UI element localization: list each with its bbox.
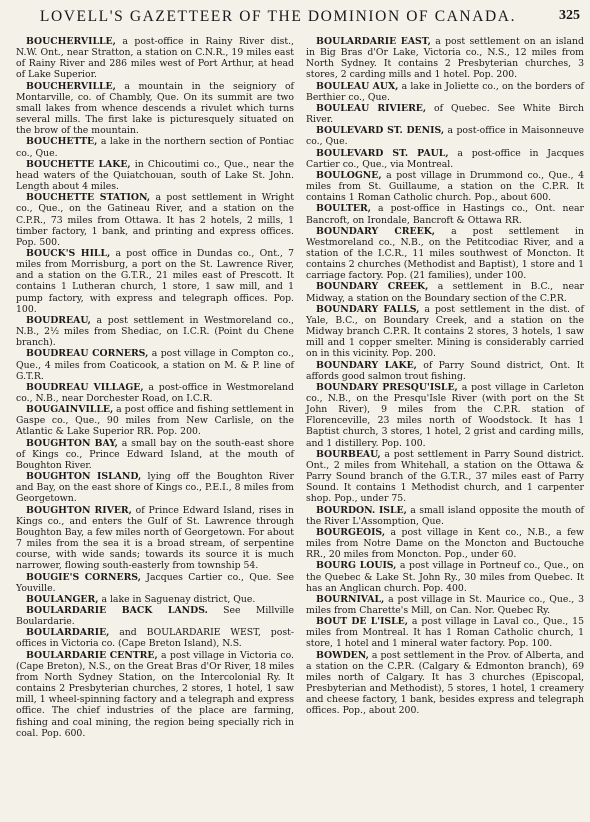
entry-text: of Prince Edward Island, rises in Kings co., and enters the Gulf of St. Lawrence through Boughton Bay, a few miles north of Georgetown. For about 7 miles from the sea it is a broad stream, of serpentine course, with wide sands; towards its source it is much narrower, flowing south-easterly from township 54. [16, 504, 294, 572]
entry-text: a post office and fishing settlement in Gaspe co., Que., 90 miles from New Carlisle, on the Atlantic & Lake Superior RR. Pop. 200. [16, 404, 294, 438]
entry-headword: BOUGHTON BAY, [26, 437, 118, 449]
gazetteer-entry [306, 650, 584, 717]
entry-headword: BOUNDARY CREEK, [316, 225, 436, 237]
entry-headword: BOUCK'S HILL, [26, 247, 111, 259]
entry-text: and BOULARDARIE WEST, post-offices in Victoria co. (Cape Breton Island), N.S. [16, 627, 294, 650]
entry-headword: BOUNDARY LAKE, [316, 359, 417, 371]
gazetteer-entry [306, 36, 584, 81]
entry-text: a post village in Drummond co., Que., 4 miles from St. Guillaume, a station on the C.P.R. It contains 1 Roman Catholic church. Pop., about 600. [306, 169, 584, 204]
left-column [16, 36, 294, 739]
gazetteer-entry [306, 594, 584, 616]
running-title: LOVELL'S GAZETTEER OF THE DOMINION OF CANADA. [39, 8, 517, 25]
entry-text: a settlement in B.C., near Midway, a station on the Boundary section of the C.P.R. [306, 281, 584, 304]
gazetteer-entry [306, 360, 584, 382]
entry-headword: BOULTER, [316, 203, 371, 215]
entry-text: of Parry Sound district, Ont. It affords good salmon trout fishing. [306, 359, 584, 382]
gazetteer-entry [16, 505, 294, 572]
entry-headword: BOULARDARIE BACK LANDS. [26, 604, 208, 616]
entry-headword: BOURNIVAL, [316, 593, 385, 605]
gazetteer-entry [16, 382, 294, 404]
entry-text: a post settlement on an island in Big Bras d'Or Lake, Victoria co., N.S., 12 miles from North Sydney. It contains 2 Presbyterian churches, 3 stores, 2 carding mills and 1 hotel. Pop. 200. [306, 36, 584, 81]
entry-text: a post village in Victoria co. (Cape Breton), N.S., on the Great Bras d'Or River, 18 miles from North Sydney Station, on the Intercolonial Ry. It contains 2 Presbyterian churches, 2 stores, 1 hotel, 1 saw mill, 1 wheel-spinning factory and a telegraph and express office. The chief industries of the place are farming, fishing and coal mining, the region being specially rich in coal. Pop. 600. [16, 649, 295, 739]
entry-text: a post-office in Hastings co., Ont. near Bancroft, on Irondale, Bancroft & Ottawa RR. [306, 203, 584, 226]
entry-text: a post-office in Maisonneuve co., Que. [306, 125, 584, 148]
entry-headword: BOUCHERVILLE, [26, 80, 116, 92]
gazetteer-entry [306, 226, 584, 282]
entry-text: a post office in Dundas co., Ont., 7 miles from Morrisburg, a port on the St. Lawrence River, and a station on the G.T.R., 21 miles east of Prescott. It contains 1 Lutheran church, 1 store, 1 saw mill, and 1 pump factory, with express and telegraph offices. Pop. 100. [16, 247, 294, 315]
entry-text: a lake in the northern section of Pontiac co., Que. [16, 136, 294, 159]
gazetteer-entry [306, 382, 584, 449]
entry-headword: BOUDREAU CORNERS, [26, 348, 149, 360]
entry-text: a small island opposite the mouth of the River L'Assomption, Que. [306, 504, 584, 527]
entry-headword: BOULOGNE, [316, 169, 382, 181]
gazetteer-entry [306, 281, 584, 303]
entry-text: a post village in Laval co., Que., 15 miles from Montreal. It has 1 Roman Catholic church, 1 store, 1 hotel and 1 mineral water factory. Pop. 100. [306, 616, 584, 650]
entry-headword: BOURDON. ISLE, [316, 504, 407, 516]
entry-text: a post-office in Westmoreland co., N.B., near Dorchester Road, on I.C.R. [16, 381, 295, 404]
gazetteer-entry [306, 527, 584, 560]
entry-headword: BOUGAINVILLE, [26, 404, 114, 416]
entry-text: See Millville Boulardarie. [16, 604, 294, 628]
gazetteer-entry [16, 159, 294, 192]
gazetteer-entry [16, 348, 294, 381]
entry-text: a post settlement in Westmoreland co., N.B., 2½ miles from Shediac, on I.C.R. (Point du Chene branch). [16, 314, 294, 349]
entry-headword: BOUNDARY PRESQU'ISLE, [316, 381, 458, 393]
gazetteer-entry [16, 605, 294, 627]
gazetteer-entry [16, 36, 294, 81]
gazetteer-entry [16, 192, 294, 248]
entry-text: lying off the Boughton River and Bay, on the east shore of Kings co., P.E.I., 8 miles from Georgetown. [16, 471, 294, 505]
entry-text: a small bay on the south-east shore of Kings co., Prince Edward Island, at the mouth of Boughton River. [16, 437, 295, 471]
entry-text: a mountain in the seigniory of Montarville, co. of Chambly, Que. On its summit are two small lakes from whence descends a rivulet which turns several mills. The first lake is picturesquely situated on the brow of the mountain. [16, 80, 294, 137]
gazetteer-entry [16, 572, 294, 594]
gazetteer-entry [16, 594, 294, 605]
entry-headword: BOUCHETTE STATION, [26, 192, 151, 204]
gazetteer-entry [16, 315, 294, 348]
entry-headword: BOULARDARIE CENTRE, [26, 649, 158, 661]
entry-headword: BOUDREAU, [26, 314, 91, 326]
entry-headword: BOUNDARY CREEK, [316, 281, 429, 293]
entry-headword: BOUNDARY FALLS, [316, 303, 420, 315]
entry-headword: BOWDEN, [316, 649, 369, 661]
gazetteer-entry [16, 81, 294, 137]
entry-text: a post settlement in Wright co., Que., on the Gatineau River, and a station on the C.P.R., 73 miles from Ottawa. It has 2 hotels, 2 mills, 1 timber factory, 1 bank, and printing and express offices. Pop. 500. [16, 192, 295, 248]
gazetteer-entry [306, 170, 584, 203]
gazetteer-entry [306, 203, 584, 225]
entry-text: Jacques Cartier co., Que. See Youville. [16, 571, 294, 594]
gazetteer-entry [306, 560, 584, 593]
entry-text: a post settlement in Parry Sound district. Ont., 2 miles from Whitehall, a station on the Ottawa & Parry Sound branch of the G.T.R., 37 miles east of Parry Sound. It contains 1 Methodist church, and 1 carpenter shop. Pop., under 75. [306, 448, 584, 505]
entry-headword: BOULEVARD ST. DENIS, [316, 125, 445, 137]
entry-text: a post village in St. Maurice co., Que., 3 miles from Charette's Mill, on Can. Nor. Quebec Ry. [306, 593, 584, 616]
gazetteer-entry [16, 248, 294, 315]
entry-headword: BOUCHETTE LAKE, [26, 158, 131, 170]
gazetteer-entry [16, 136, 294, 158]
gazetteer-entry [306, 304, 584, 360]
entry-headword: BOURGEOIS, [316, 526, 386, 538]
entry-text: of Quebec. See White Birch River. [306, 102, 584, 126]
entry-text: a post-office in Rainy River dist., N.W. Ont., near Stratton, a station on C.N.R., 19 miles east of Rainy River and 286 miles west of Port Arthur, at head of Lake Superior. [16, 36, 294, 81]
entry-headword: BOULEAU RIVIERE, [316, 102, 427, 114]
entry-text: a post-office in Jacques Cartier co., Que., via Montreal. [306, 147, 584, 170]
entry-headword: BOUGHTON RIVER, [26, 504, 132, 516]
gazetteer-entry [306, 148, 584, 170]
gazetteer-entry [16, 650, 294, 739]
entry-text: a post settlement in the Prov. of Alberta, and a station on the C.P.R. (Calgary & Edmonton branch), 69 miles north of Calgary. It has 3 churches (Episcopal, Presbyterian and Methodist), 5 stores, 1 hotel, 1 creamery and cheese factory, 1 bank, besides express and telegraph offices. Pop., about 200. [306, 649, 584, 717]
entry-text: a post village in Portneuf co., Que., on the Quebec & Lake St. John Ry., 30 miles from Quebec. It has an Anglican church. Pop. 400. [306, 560, 584, 594]
gazetteer-entry [306, 449, 584, 505]
page-number: 325 [559, 8, 580, 23]
entry-headword: BOULARDARIE EAST, [316, 36, 431, 47]
gazetteer-entry [306, 505, 584, 527]
entry-text: a post village in Compton co., Que., 4 miles from Coaticook, a station on M. & P. line of G.T.R. [16, 348, 294, 382]
entry-headword: BOUCHERVILLE, [26, 36, 116, 47]
entry-headword: BOUDREAU VILLAGE, [26, 381, 144, 393]
entry-headword: BOUCHETTE, [26, 136, 98, 148]
entry-text: a post village in Kent co., N.B., a few miles from Notre Dame on the Moncton and Buctouche RR., 20 miles from Moncton. Pop., under 60. [306, 526, 584, 561]
gazetteer-entry [306, 125, 584, 147]
right-column [306, 36, 584, 717]
entry-headword: BOULEAU AUX, [316, 80, 399, 92]
gazetteer-entry [16, 438, 294, 471]
entry-headword: BOUT DE L'ISLE, [316, 616, 409, 628]
entry-text: a post village in Carleton co., N.B., on the Presqu'Isle River (with port on the St John River), 9 miles from the C.P.R. station of Florenceville, 23 miles north of Woodstock. It has 1 Baptist church, 3 stores, 1 hotel, 2 grist and carding mills, and 1 distillery. Pop. 100. [306, 381, 584, 449]
entry-headword: BOUGHTON ISLAND, [26, 471, 142, 483]
entry-headword: BOURG LOUIS, [316, 560, 397, 572]
gazetteer-entry [16, 627, 294, 649]
entry-text: in Chicoutimi co., Que., near the head waters of the Quiatchouan, south of Lake St. John. Length about 4 miles. [16, 158, 294, 193]
page-header [16, 8, 580, 28]
entry-text: a post settlement in Westmoreland co., N.B., on the Petitcodiac River, and a station of the I.C.R., 11 miles southwest of Moncton. It contains 2 churches (Methodist and Baptist), 1 store and 1 carriage factory. Pop. (21 families), under 100. [306, 225, 584, 282]
gazetteer-entry [306, 616, 584, 649]
entry-headword: BOURBEAU, [316, 448, 381, 460]
gazetteer-entry [16, 471, 294, 504]
entry-headword: BOULARDARIE, [26, 627, 110, 639]
entry-headword: BOULANGER, [26, 593, 99, 605]
gazetteer-entry [306, 81, 584, 103]
entry-text: a lake in Joliette co., on the borders of Berthier co., Que. [306, 80, 584, 103]
entry-headword: BOULEVARD ST. PAUL, [316, 147, 449, 159]
gazetteer-entry [16, 404, 294, 437]
entry-text: a lake in Saguenay district, Que. [98, 593, 256, 605]
entry-text: a post settlement in the dist. of Yale, B.C., on Boundary Creek, and a station on the Midway branch C.P.R. It contains 2 stores, 3 hotels, 1 saw mill and 1 copper smelter. Mining is considerably carried on in this vicinity. Pop. 200. [306, 303, 584, 360]
entry-headword: BOUGIE'S CORNERS, [26, 571, 141, 583]
gazetteer-entry [306, 103, 584, 125]
